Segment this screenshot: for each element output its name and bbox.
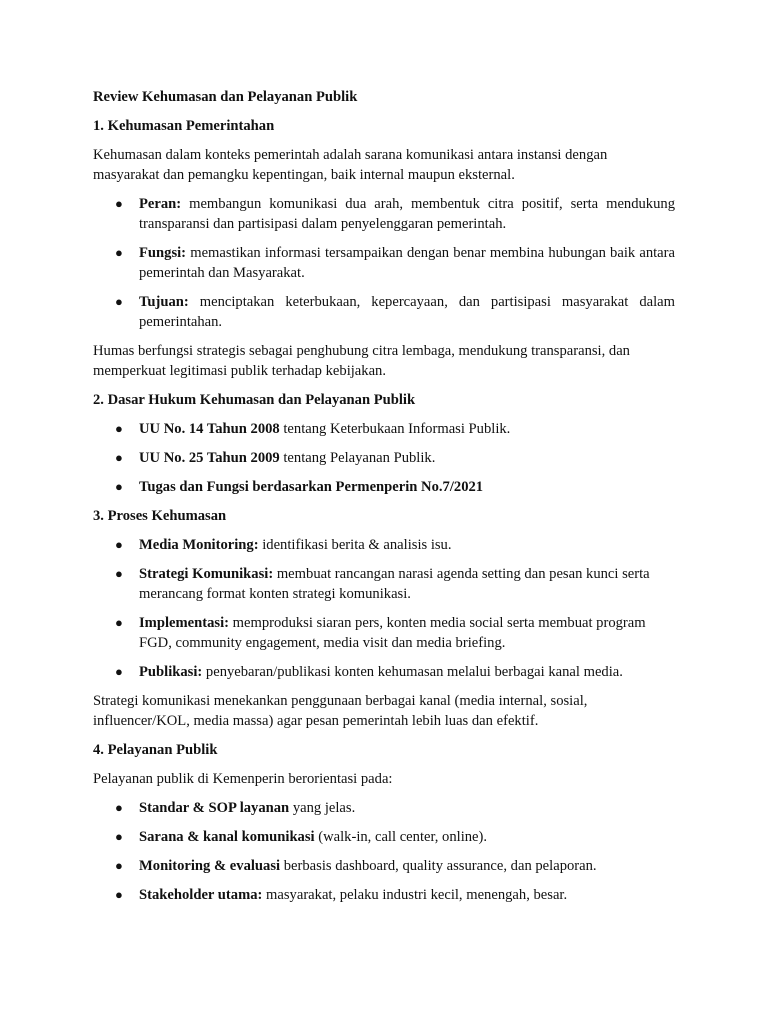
bullet-icon: ●	[115, 566, 123, 581]
bullet-icon: ●	[115, 664, 123, 679]
item-label: Tujuan:	[139, 294, 189, 310]
bullet-icon: ●	[115, 800, 123, 815]
list-item	[93, 292, 675, 332]
section-heading-proses: 3. Proses Kehumasan	[93, 508, 227, 524]
bullet-icon: ●	[115, 479, 123, 494]
item-text: (walk-in, call center, online).	[314, 829, 488, 845]
section-heading-dasar-hukum: 2. Dasar Hukum Kehumasan dan Pelayanan Publik	[93, 392, 416, 408]
bullet-icon: ●	[115, 537, 123, 552]
list-item	[93, 613, 675, 653]
item-text: tentang Keterbukaan Informasi Publik.	[279, 421, 511, 437]
list-item	[93, 243, 675, 283]
section-outro: Strategi komunikasi menekankan penggunaan berbagai kanal (media internal, sosial, influencer/KOL, media massa) agar pesan pemerintah lebih luas dan efektif.	[93, 693, 588, 729]
item-text: membangun komunikasi dua arah, membentuk citra positif, serta mendukung transparansi dan partisipasi dalam penyelenggaran pemerintah.	[139, 196, 675, 232]
bullet-list	[93, 535, 675, 682]
item-text: membuat rancangan narasi agenda setting dan pesan kunci serta merancang format konten strategi komunikasi.	[139, 566, 650, 602]
item-label: UU No. 25 Tahun 2009	[139, 450, 280, 466]
item-label: Implementasi:	[139, 615, 229, 631]
list-item	[93, 856, 675, 876]
item-text: tentang Pelayanan Publik.	[279, 450, 436, 466]
bullet-icon: ●	[115, 887, 123, 902]
section-heading-kehumasan: 1. Kehumasan Pemerintahan	[93, 118, 275, 134]
section-intro: Pelayanan publik di Kemenperin berorientasi pada:	[93, 771, 393, 787]
list-item	[93, 798, 675, 818]
section-outro: Humas berfungsi strategis sebagai penghubung citra lembaga, mendukung transparansi, dan memperkuat legitimasi publik terhadap kebijakan.	[93, 343, 630, 379]
item-label: Fungsi:	[139, 245, 187, 261]
list-item	[93, 885, 675, 905]
list-item	[93, 194, 675, 234]
list-item	[93, 535, 675, 555]
item-label: Strategi Komunikasi:	[139, 566, 274, 582]
item-label: Media Monitoring:	[139, 537, 259, 553]
bullet-icon: ●	[115, 196, 123, 211]
item-label: Standar & SOP layanan	[139, 800, 290, 816]
bullet-icon: ●	[115, 450, 123, 465]
section-heading-pelayanan: 4. Pelayanan Publik	[93, 742, 218, 758]
item-label: Tugas dan Fungsi berdasarkan Permenperin No.7/2021	[139, 479, 484, 495]
item-label: Publikasi:	[139, 664, 203, 680]
bullet-icon: ●	[115, 245, 123, 260]
item-text: memproduksi siaran pers, konten media social serta membuat program FGD, community engagement, media visit dan media briefing.	[139, 615, 646, 651]
item-label: UU No. 14 Tahun 2008	[139, 421, 280, 437]
item-text: masyarakat, pelaku industri kecil, menengah, besar.	[262, 887, 568, 903]
item-label: Stakeholder utama:	[139, 887, 263, 903]
bullet-list	[93, 419, 675, 497]
item-label: Monitoring & evaluasi	[139, 858, 281, 874]
bullet-icon: ●	[115, 294, 123, 309]
item-text: identifikasi berita & analisis isu.	[258, 537, 452, 553]
item-label: Sarana & kanal komunikasi	[139, 829, 315, 845]
section-intro: Kehumasan dalam konteks pemerintah adalah sarana komunikasi antara instansi dengan masyarakat dan pemangku kepentingan, baik internal maupun eksternal.	[93, 147, 608, 183]
bullet-icon: ●	[115, 421, 123, 436]
bullet-icon: ●	[115, 615, 123, 630]
item-label: Peran:	[139, 196, 182, 212]
bullet-list	[93, 194, 675, 332]
list-item	[93, 662, 675, 682]
list-item	[93, 477, 675, 497]
list-item	[93, 419, 675, 439]
bullet-list	[93, 798, 675, 905]
item-text: penyebaran/publikasi konten kehumasan melalui berbagai kanal media.	[202, 664, 623, 680]
bullet-icon: ●	[115, 829, 123, 844]
document-title: Review Kehumasan dan Pelayanan Publik	[93, 89, 358, 105]
item-text: berbasis dashboard, quality assurance, dan pelaporan.	[280, 858, 597, 874]
item-text: menciptakan keterbukaan, kepercayaan, dan partisipasi masyarakat dalam pemerintahan.	[139, 294, 675, 330]
list-item	[93, 827, 675, 847]
list-item	[93, 564, 675, 604]
item-text: yang jelas.	[289, 800, 356, 816]
item-text: memastikan informasi tersampaikan dengan benar membina hubungan baik antara pemerintah dan Masyarakat.	[139, 245, 675, 281]
bullet-icon: ●	[115, 858, 123, 873]
list-item	[93, 448, 675, 468]
